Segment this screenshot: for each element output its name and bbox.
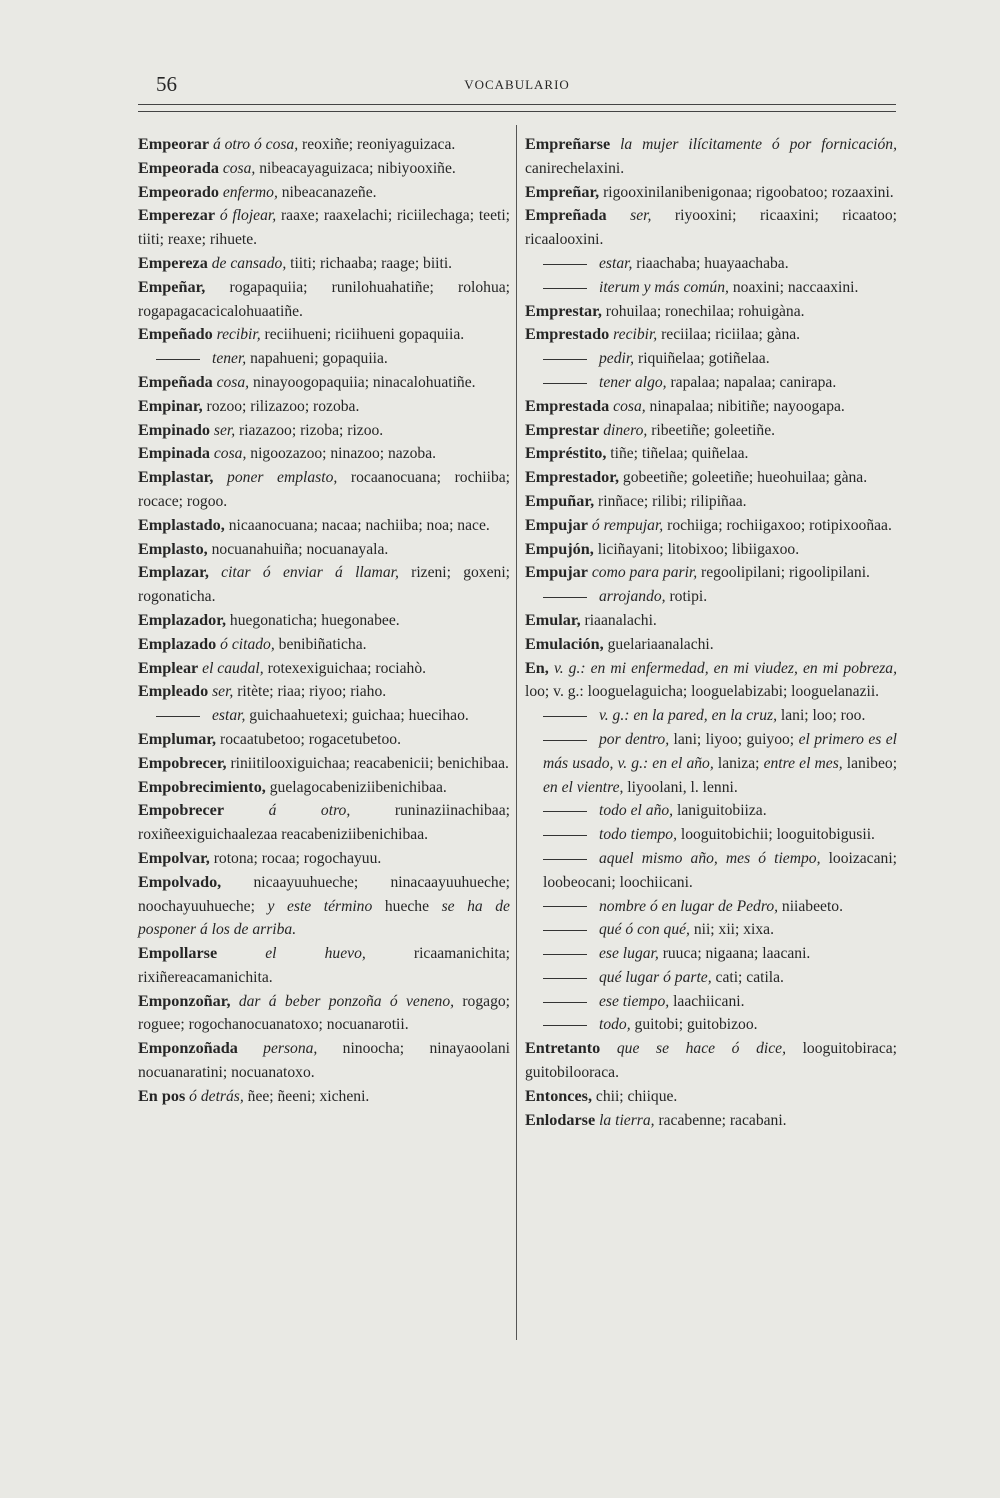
repeat-dash <box>543 906 587 907</box>
dictionary-entry <box>138 609 510 633</box>
usage-note: ese tiempo, <box>599 992 670 1010</box>
dictionary-entry <box>138 752 510 776</box>
usage-note: se ha de posponer á los de arriba. <box>138 897 510 939</box>
translation: rochiiga; rochiigaxoo; rotipixooñaa. <box>667 516 892 534</box>
dictionary-entry <box>525 561 897 585</box>
translation: ninoocha; ninayaoolani nocuanaratini; nocuanatoxo. <box>138 1040 510 1082</box>
repeat-dash <box>543 264 587 265</box>
usage-note: que se hace ó dice, <box>616 1040 786 1058</box>
dictionary-entry <box>525 181 897 205</box>
usage-note: como para parir, <box>591 564 698 582</box>
usage-note: ser, <box>630 207 652 225</box>
usage-note: todo tiempo, <box>599 826 677 844</box>
dictionary-entry <box>138 776 510 800</box>
translation: regoolipilani; rigoolipilani. <box>701 564 870 582</box>
translation: rigooxinilanibenigonaa; rigoobatoo; rozaaxini. <box>603 183 894 201</box>
usage-note: ó detrás, <box>189 1087 244 1105</box>
usage-note: ese lugar, <box>599 945 659 963</box>
dictionary-entry <box>525 466 897 490</box>
translation: huegonaticha; huegonabee. <box>229 611 400 629</box>
translation: tiñe; tiñelaa; quiñelaa. <box>610 445 749 463</box>
sub-entry <box>525 942 897 966</box>
usage-note: qué lugar ó parte, <box>599 968 712 986</box>
headword: Emplumar, <box>138 729 217 748</box>
sub-entry <box>525 704 897 728</box>
headword: Empobrecer, <box>138 753 227 772</box>
usage-note: dinero, <box>603 421 648 439</box>
headword: Emular, <box>525 610 581 629</box>
repeat-dash <box>543 954 587 955</box>
usage-note: nombre ó en lugar de Pedro, <box>599 897 779 915</box>
translation: nicaanocuana; nacaa; nachiiba; noa; nace. <box>228 516 490 534</box>
headword: Emplazado <box>138 634 217 653</box>
dictionary-entry <box>138 1085 510 1109</box>
translation: niiabeeto. <box>781 897 843 915</box>
translation: rocaatubetoo; rogacetubetoo. <box>220 730 401 748</box>
translation: rogapaquiia; runilohuahatiñe; rolohua; rogapagacacicalohuaatiñe. <box>138 278 510 320</box>
dictionary-entry <box>525 538 897 562</box>
headword: Entonces, <box>525 1086 593 1105</box>
translation: noaxini; naccaaxini. <box>732 278 859 296</box>
headword: Empinado <box>138 420 210 439</box>
translation: tiiti; richaaba; raage; biiti. <box>290 254 453 272</box>
dictionary-entry <box>525 395 897 419</box>
translation: laachiicani. <box>673 992 745 1010</box>
headword: En, <box>525 658 549 677</box>
usage-note: cosa, <box>216 373 250 391</box>
translation: laniguitobiiza. <box>676 802 767 820</box>
translation: rozoo; rilizazoo; rozoba. <box>206 397 360 415</box>
usage-note: estar, <box>599 254 633 272</box>
translation: rocaanocuana; rochiiba; rocace; rogoo. <box>138 469 510 510</box>
usage-note: estar, <box>212 707 246 725</box>
usage-note: tener, <box>212 350 247 368</box>
sub-entry <box>525 1013 897 1037</box>
translation: rohuilaa; ronechilaa; rohuigàna. <box>605 302 805 320</box>
usage-note: á otro ó cosa, <box>212 136 299 153</box>
dictionary-entry <box>525 1037 897 1085</box>
dictionary-entry <box>525 657 897 705</box>
repeat-dash <box>543 1002 587 1003</box>
headword: Emprestado <box>525 325 610 344</box>
sub-entry <box>525 347 897 371</box>
dictionary-entry <box>138 871 510 942</box>
translation: guelagocabeniziibenichibaa. <box>269 778 447 796</box>
usage-note: todo, <box>599 1016 631 1034</box>
headword: Empuñar, <box>525 491 595 510</box>
usage-note: v. g.: en mi enfermedad, en mi viudez, en mi pobreza, <box>553 659 897 677</box>
dictionary-entry <box>138 847 510 871</box>
usage-note: ser, <box>213 421 236 439</box>
translation: lanibeo; <box>846 754 898 772</box>
repeat-dash <box>543 859 587 860</box>
headword: Empreñarse <box>525 135 611 153</box>
translation: nibeacanazeñe. <box>281 183 377 201</box>
usage-note: ó rempujar, <box>591 516 664 534</box>
usage-note: aquel mismo año, mes ó tiempo, <box>599 849 821 867</box>
translation: ribeetiñe; goleetiñe. <box>651 421 776 439</box>
translation: ruuca; nigaana; laacani. <box>662 945 811 963</box>
usage-note: y este término <box>267 897 373 915</box>
headword: Empollarse <box>138 944 218 963</box>
translation: ñee; ñeeni; xicheni. <box>247 1087 370 1105</box>
translation: reciihueni; riciihueni gopaquiia. <box>264 326 465 344</box>
usage-note: poner emplasto, <box>227 469 338 487</box>
repeat-dash <box>543 978 587 979</box>
headword: Empeorar <box>138 135 210 153</box>
dictionary-entry <box>525 1085 897 1109</box>
dictionary-entry <box>138 442 510 466</box>
sub-entry <box>525 895 897 919</box>
usage-note: por dentro, <box>599 730 670 748</box>
headword: Empujón, <box>525 539 594 558</box>
translation: rizeni; goxeni; rogonaticha. <box>138 564 510 606</box>
translation: rapalaa; napalaa; canirapa. <box>670 373 837 391</box>
dictionary-entry <box>525 133 897 181</box>
usage-note: citar ó enviar á llamar, <box>221 564 399 582</box>
translation: ricaamanichita; rixiñereacamanichita. <box>138 945 510 986</box>
usage-note: ó flojear, <box>219 207 277 225</box>
translation: rogago; roguee; rogochanocuanatoxo; nocuanarotii. <box>138 992 510 1034</box>
translation: runinaziinachibaa; roxiñeexiguichaalezaa reacabeniziibenichibaa. <box>138 802 510 844</box>
headword: Emponzoñada <box>138 1039 238 1058</box>
header-rule-top <box>138 104 896 105</box>
translation: looguitobichii; looguitobigusii. <box>680 826 875 844</box>
translation: looizacani; loobeocani; loochiicani. <box>543 849 897 891</box>
usage-note: ser, <box>212 683 234 701</box>
translation: riaanalachi. <box>584 611 657 629</box>
headword: Empolvado, <box>138 872 222 891</box>
dictionary-entry <box>525 514 897 538</box>
dictionary-entry <box>525 442 897 466</box>
translation: guichaahuetexi; guichaa; huecihao. <box>249 707 469 725</box>
translation: reciilaa; riciilaa; gàna. <box>661 326 801 344</box>
repeat-dash <box>543 811 587 812</box>
sub-entry <box>525 847 897 895</box>
translation: gobeetiñe; goleetiñe; hueohuilaa; gàna. <box>622 469 868 487</box>
translation: rotona; rocaa; rogochayuu. <box>213 849 382 867</box>
translation: rotexexiguichaa; rociahò. <box>267 659 427 677</box>
dictionary-entry <box>525 1109 897 1133</box>
headword: Enlodarse <box>525 1110 596 1129</box>
dictionary-entry <box>138 276 510 324</box>
dictionary-entry <box>138 561 510 609</box>
sub-entry <box>525 966 897 990</box>
dictionary-entry <box>138 680 510 704</box>
headword: Empobrecimiento, <box>138 777 266 796</box>
headword: Empinar, <box>138 396 203 415</box>
sub-entry <box>138 704 510 728</box>
headword: Emplastado, <box>138 515 225 534</box>
repeat-dash <box>543 716 587 717</box>
running-title: VOCABULARIO <box>464 77 570 92</box>
headword: Emplear <box>138 658 199 677</box>
headword: Emprestador, <box>525 468 619 487</box>
translation: lani; liyoo; guiyoo; <box>673 730 795 748</box>
headword: Empreñada <box>525 206 607 225</box>
dictionary-entry <box>138 1037 510 1085</box>
dictionary-entry <box>138 252 510 276</box>
dictionary-entry <box>525 490 897 514</box>
dictionary-entry <box>138 181 510 205</box>
usage-note: entre el mes, <box>763 754 843 772</box>
headword: Emprestar <box>525 420 600 439</box>
translation: guelariaanalachi. <box>607 635 714 653</box>
headword: Empujar <box>525 563 588 582</box>
usage-note: cosa, <box>613 397 646 415</box>
dictionary-entry <box>138 395 510 419</box>
translation: liciñayani; litobixoo; libiigaxoo. <box>597 540 800 558</box>
dictionary-entry <box>138 538 510 562</box>
usage-note: arrojando, <box>599 588 666 606</box>
repeat-dash <box>543 597 587 598</box>
usage-note: á otro, <box>268 802 351 820</box>
dictionary-entry <box>525 419 897 443</box>
headword: Emprestar, <box>525 301 602 320</box>
translation: hueche <box>384 897 429 915</box>
headword: Emprestada <box>525 396 610 415</box>
usage-note: el primero es el más usado, v. g.: en el año, <box>543 730 897 772</box>
page-number: 56 <box>156 72 177 96</box>
translation: guitobi; guitobizoo. <box>634 1016 758 1034</box>
usage-note: enfermo, <box>222 183 278 201</box>
usage-note: qué ó con qué, <box>599 921 690 939</box>
headword: Empinada <box>138 444 210 463</box>
translation: laniza; <box>717 754 760 772</box>
left-column <box>138 133 510 1109</box>
headword: Emulación, <box>525 634 604 653</box>
translation: ninayoogopaquiia; ninacalohuatiñe. <box>252 373 476 391</box>
dictionary-entry <box>138 990 510 1038</box>
header-rule-bottom <box>138 111 896 112</box>
sub-entry <box>525 990 897 1014</box>
headword: Empreñar, <box>525 182 600 201</box>
sub-entry <box>525 371 897 395</box>
translation: ninapalaa; nibitiñe; nayoogapa. <box>649 397 845 415</box>
repeat-dash <box>543 740 587 741</box>
dictionary-entry <box>138 514 510 538</box>
headword: Emponzoñar, <box>138 991 231 1010</box>
translation: looguitobiraca; guitobilooraca. <box>525 1040 897 1082</box>
usage-note: ó citado, <box>220 635 275 653</box>
repeat-dash <box>543 930 587 931</box>
translation: riquiñelaa; gotiñelaa. <box>638 350 770 368</box>
dictionary-entry <box>138 323 510 347</box>
usage-note: tener algo, <box>599 373 667 391</box>
repeat-dash <box>543 288 587 289</box>
usage-note: recibir, <box>613 326 658 344</box>
translation: reoxiñe; reoniyaguizaca. <box>302 136 456 153</box>
headword: Empeorado <box>138 182 219 201</box>
translation: benibiñaticha. <box>278 635 367 653</box>
repeat-dash <box>156 716 200 717</box>
translation: nibeacayaguizaca; nibiyooxiñe. <box>259 159 456 177</box>
translation: canirechelaxini. <box>525 159 625 177</box>
headword: Empeñada <box>138 372 213 391</box>
dictionary-entry <box>138 133 510 157</box>
dictionary-entry <box>138 419 510 443</box>
headword: Empréstito, <box>525 444 607 463</box>
headword: Emplazador, <box>138 610 226 629</box>
usage-note: iterum y más común, <box>599 278 729 296</box>
dictionary-entry <box>138 371 510 395</box>
usage-note: en el vientre, <box>543 778 624 796</box>
translation: raaxe; raaxelachi; riciilechaga; teeti; tiiti; reaxe; rihuete. <box>138 207 511 249</box>
sub-entry <box>525 799 897 823</box>
repeat-dash <box>543 383 587 384</box>
dictionary-entry <box>138 204 510 252</box>
headword: Emplasto, <box>138 539 208 558</box>
sub-entry <box>525 276 897 300</box>
translation: rotipi. <box>669 588 708 606</box>
dictionary-entry <box>138 799 510 847</box>
translation: liyoolani, l. lenni. <box>627 778 738 796</box>
usage-note: la mujer ilícitamente ó por fornicación, <box>620 136 897 153</box>
dictionary-entry <box>138 657 510 681</box>
translation: riyooxini; ricaaxini; ricaatoo; ricaalooxini. <box>525 207 897 249</box>
usage-note: la tierra, <box>599 1111 655 1129</box>
sub-entry <box>525 252 897 276</box>
usage-note: pedir, <box>599 350 635 368</box>
dictionary-entry <box>525 609 897 633</box>
translation: lani; loo; roo. <box>780 707 866 725</box>
translation: nocuanahuiña; nocuanayala. <box>211 540 389 558</box>
dictionary-entry <box>525 300 897 324</box>
repeat-dash <box>156 359 200 360</box>
headword: Empolvar, <box>138 848 210 867</box>
translation: cati; catila. <box>715 968 784 986</box>
headword: Empeorada <box>138 158 219 177</box>
translation: racabenne; racabani. <box>658 1111 787 1129</box>
usage-note: cosa, <box>213 445 247 463</box>
column-divider <box>516 125 517 1340</box>
usage-note: v. g.: en la pared, en la cruz, <box>599 707 777 725</box>
repeat-dash <box>543 835 587 836</box>
right-column <box>525 133 897 1132</box>
translation: riazazoo; rizoba; rizoo. <box>239 421 384 439</box>
usage-note: el caudal, <box>202 659 264 677</box>
translation: loo; v. g.: looguelaguicha; looguelabizabi; looguelanazii. <box>525 683 880 701</box>
repeat-dash <box>543 359 587 360</box>
dictionary-entry <box>138 728 510 752</box>
usage-note: de cansado, <box>211 254 287 272</box>
sub-entry <box>138 347 510 371</box>
headword: Entretanto <box>525 1039 601 1058</box>
headword: Empobrecer <box>138 801 225 820</box>
translation: nii; xii; xixa. <box>693 921 774 939</box>
translation: chii; chiique. <box>595 1087 678 1105</box>
usage-note: cosa, <box>222 159 256 177</box>
repeat-dash <box>543 1025 587 1026</box>
sub-entry <box>525 918 897 942</box>
headword: Empereza <box>138 253 208 272</box>
headword: Empleado <box>138 682 209 701</box>
dictionary-entry <box>525 323 897 347</box>
dictionary-entry <box>525 204 897 252</box>
translation: nicaayuuhueche; ninacaayuuhueche; noochayuuhueche; <box>138 873 510 915</box>
sub-entry <box>525 823 897 847</box>
headword: Emplastar, <box>138 468 214 487</box>
headword: Emperezar <box>138 206 216 225</box>
page-header <box>138 72 896 102</box>
usage-note: recibir, <box>216 326 261 344</box>
sub-entry <box>525 728 897 799</box>
headword: Empeñado <box>138 325 213 344</box>
headword: Emplazar, <box>138 563 209 582</box>
usage-note: todo el año, <box>599 802 674 820</box>
usage-note: dar á beber ponzoña ó veneno, <box>238 992 455 1010</box>
translation: riaachaba; huayaachaba. <box>636 254 789 272</box>
dictionary-entry <box>138 633 510 657</box>
dictionary-entry <box>525 633 897 657</box>
translation: riniitilooxiguichaa; reacabenicii; benichibaa. <box>230 754 509 772</box>
translation: ritète; riaa; riyoo; riaho. <box>237 683 387 701</box>
usage-note: el huevo, <box>265 945 366 963</box>
dictionary-entry <box>138 942 510 990</box>
headword: Empeñar, <box>138 277 206 296</box>
dictionary-entry <box>138 157 510 181</box>
headword: Empujar <box>525 515 588 534</box>
translation: napahueni; gopaquiia. <box>250 350 388 368</box>
translation: nigoozazoo; ninazoo; nazoba. <box>250 445 437 463</box>
headword: En pos <box>138 1086 186 1105</box>
dictionary-entry <box>138 466 510 514</box>
usage-note: persona, <box>263 1040 318 1058</box>
sub-entry <box>525 585 897 609</box>
translation: rinñace; rilibi; rilipiñaa. <box>598 492 747 510</box>
